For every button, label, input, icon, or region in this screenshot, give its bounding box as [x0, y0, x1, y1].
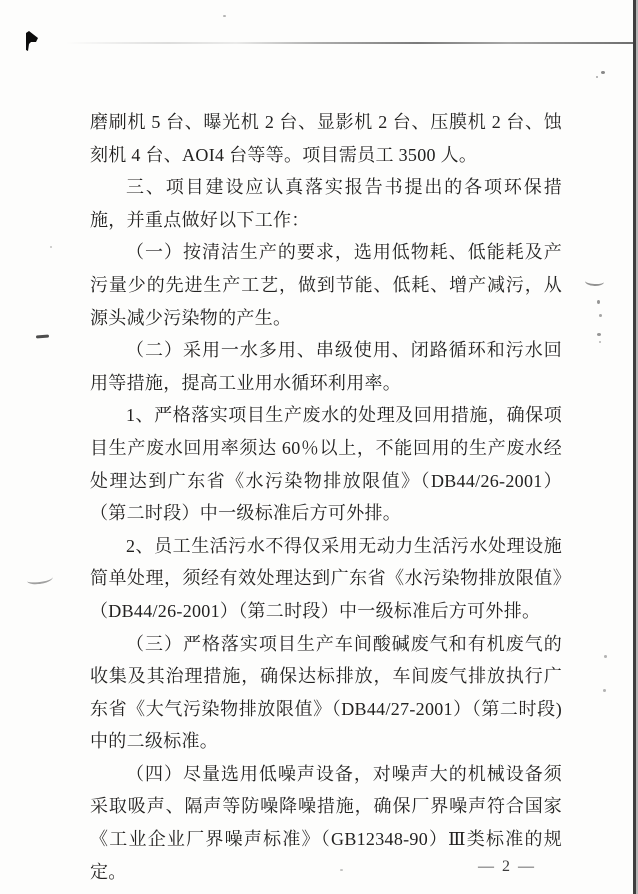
paragraph-item-one-clean-production: （一）按清洁生产的要求，选用低物耗、低能耗及产污量少的先进生产工艺，做到节能、低耗、增产减污，从源头减少污染物的产生。 — [90, 242, 562, 328]
margin-pencil-squiggle-left — [27, 573, 54, 585]
paragraph-subitem-2-domestic-sewage: 2、员工生活污水不得仅采用无动力生活污水处理设施简单处理，须经有效处理达到广东省《水污染物排放限值》（DB44/26-2001）（第二时段）中一级标准后方可外排。 — [90, 535, 562, 621]
scan-speck — [601, 71, 605, 74]
paragraph-item-three-waste-gas: （三）严格落实项目生产车间酸碱废气和有机废气的收集及其治理措施，确保达标排放，车间废气排放执行广东省《大气污染物排放限值》（DB44/27-2001）（第二时段)中的二级标准。 — [90, 633, 562, 752]
paragraph-item-four-noise: （四）尽量选用低噪声设备，对噪声大的机械设备须采取吸声、隔声等防噪降噪措施，确保厂界噪声符合国家《工业企业厂界噪声标准》（GB12348-90）Ⅲ类标准的规定。 — [90, 763, 562, 882]
paragraph-item-two-water-reuse: （二）采用一水多用、串级使用、闭路循环和污水回用等措施，提高工业用水循环利用率。 — [90, 340, 562, 393]
fold-crease-line — [66, 42, 633, 44]
scan-speck — [50, 246, 52, 248]
paragraph-section-three-heading: 三、项目建设应认真落实报告书提出的各项环保措施，并重点做好以下工作： — [90, 177, 562, 230]
ink-blot-mark — [25, 31, 41, 53]
paragraph-subitem-1-production-wastewater: 1、严格落实项目生产废水的处理及回用措施，确保项目生产废水回用率须达 60％以上，不能回用的生产废水经处理达到广东省《水污染物排放限值》（DB44/26-2001）（第二时段）中一级标准后方可外排。 — [90, 405, 562, 524]
margin-pencil-squiggle-right — [585, 277, 604, 287]
document-body — [90, 106, 562, 888]
scan-speck — [597, 333, 601, 336]
scan-speck — [597, 300, 600, 304]
scan-speck — [223, 15, 226, 17]
margin-pencil-dash — [36, 335, 49, 339]
page-scan-edge-line — [633, 0, 636, 894]
scan-speck — [596, 76, 598, 78]
scan-speck — [599, 341, 601, 343]
paragraph-equipment-continuation: 磨刷机 5 台、曝光机 2 台、显影机 2 台、压膜机 2 台、蚀刻机 4 台、AOI4 台等等。项目需员工 3500 人。 — [90, 112, 562, 165]
scan-speck — [603, 689, 606, 692]
page-number: — 2 — — [478, 858, 536, 875]
scan-speck — [604, 655, 607, 658]
scan-speck — [599, 314, 602, 317]
ink-blot-icon — [25, 31, 41, 53]
